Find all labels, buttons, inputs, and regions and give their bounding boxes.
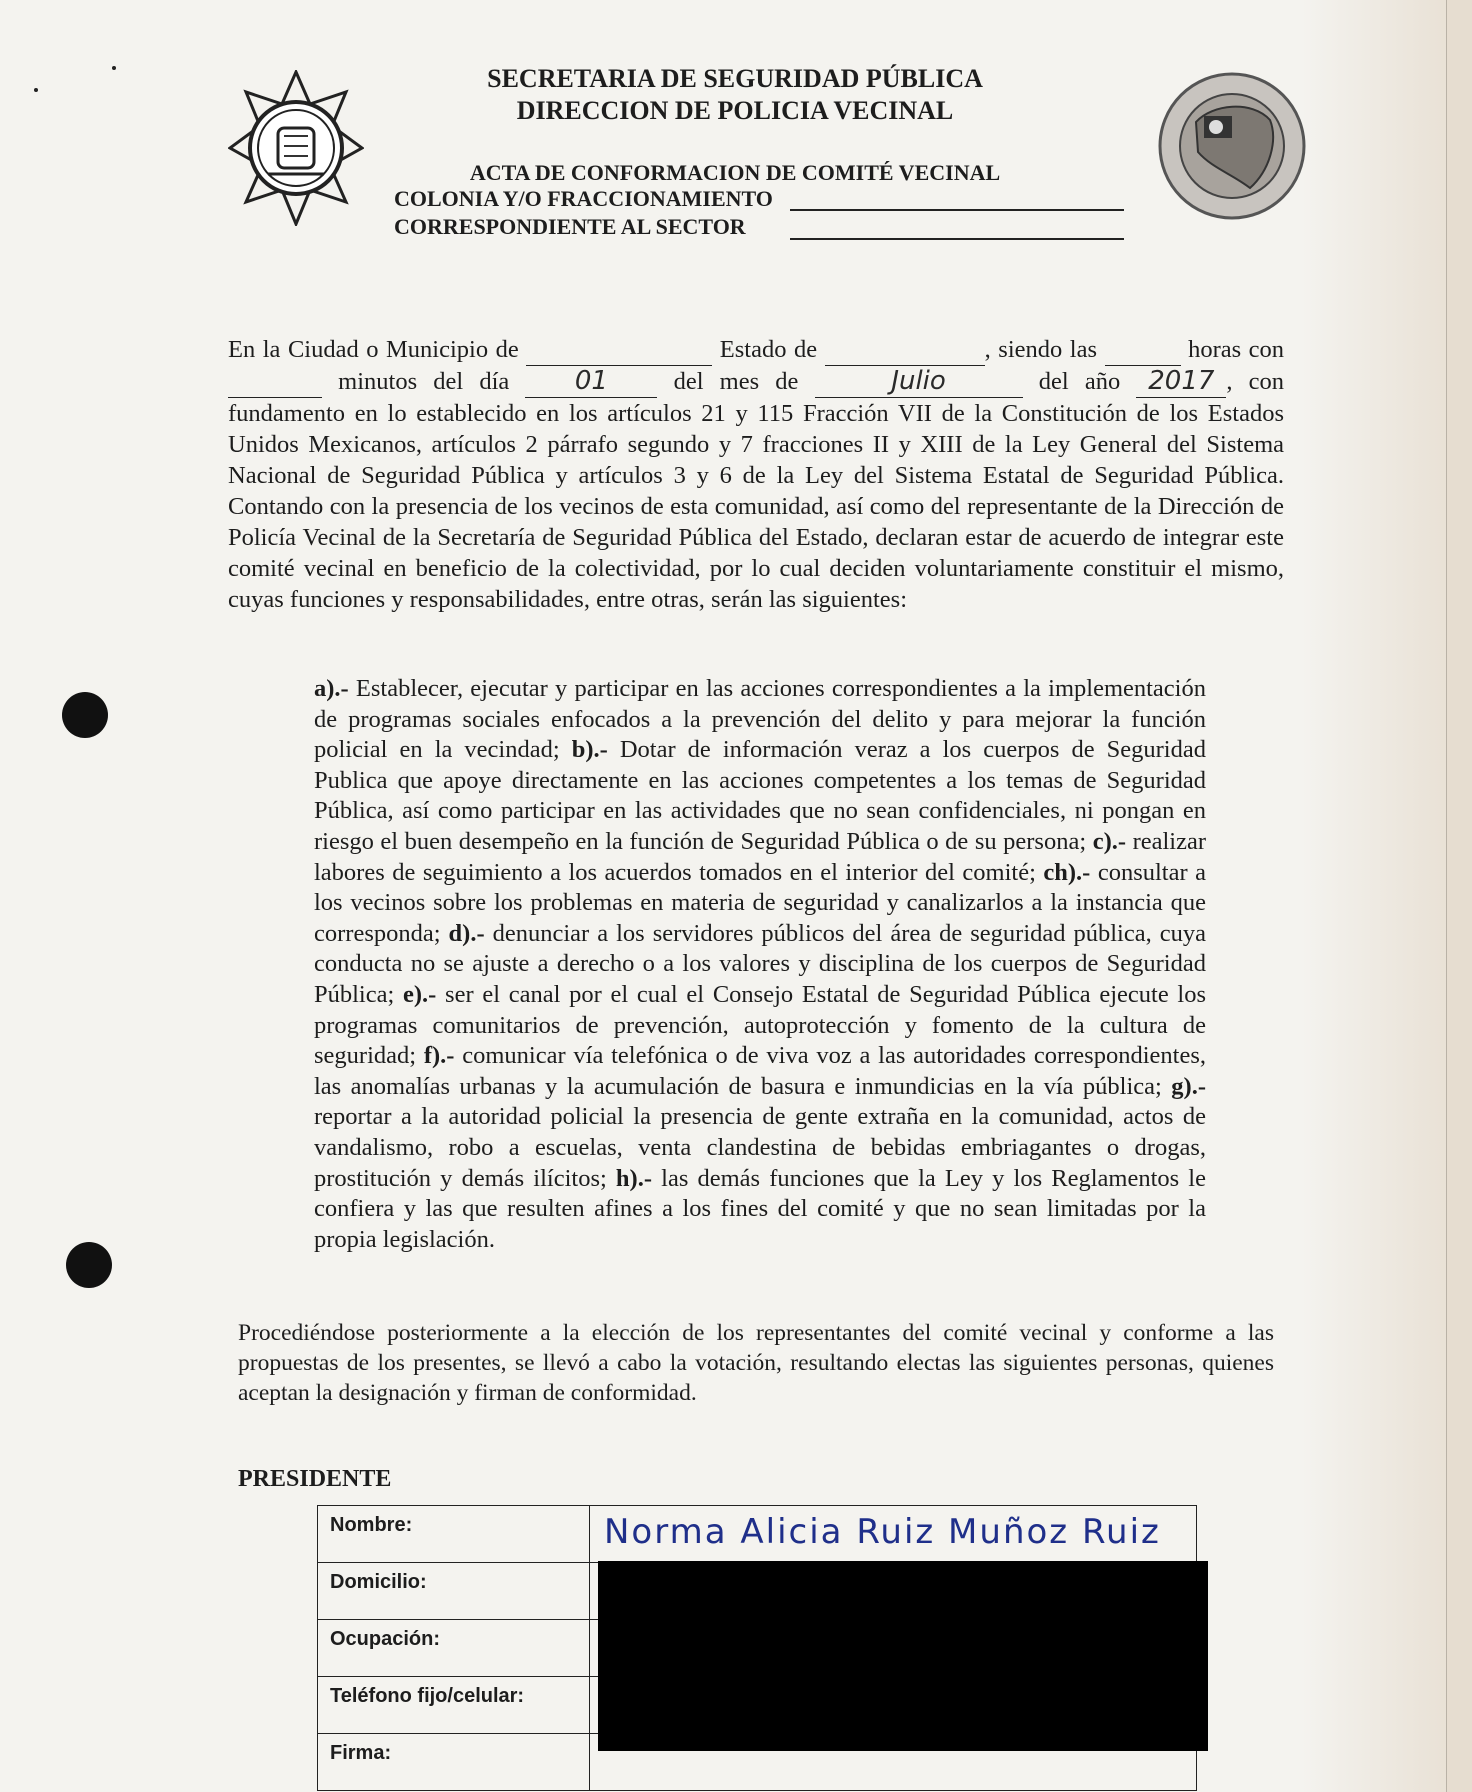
consejo-estatal-seal-logo (1152, 70, 1312, 222)
president-heading: PRESIDENTE (238, 1466, 392, 1492)
police-badge-logo (228, 70, 364, 226)
colonia-label: COLONIA Y/O FRACCIONAMIENTO (394, 186, 773, 211)
header-secretaria: SECRETARIA DE SEGURIDAD PÚBLICA (487, 64, 983, 93)
intro-text-3: , siendo las (984, 336, 1098, 363)
function-a-label: a).- (314, 675, 349, 702)
domicilio-label: Domicilio: (318, 1563, 590, 1620)
intro-text-8: , con fundamento en lo establecido en los artículos 21 y 115 Fracción VII de la Constitución de los Estados Unidos Mexicanos, artículos 2 párrafo segundo y 7 fracciones II y XIII de la Ley General del Sistema Nacional de Seguridad Pública y artículos 3 y 6 de la Ley del Sistema Estatal de Seguridad Pública. Contando con la presencia de los vecinos de esta comunidad, así como del representante de la Dirección de Policía Vecinal de la Secretaría de Seguridad Pública del Estado, declaran estar de acuerdo de integrar este comité vecinal en beneficio de la colectividad, por lo cual deciden voluntariamente constituir el mismo, cuyas funciones y responsabilidades, entre otras, serán las siguientes: (228, 368, 1285, 613)
function-e-text: ser el canal por el cual el Consejo Estatal de Seguridad Pública ejecute los programas comunitarios de prevención, autoprotección y fomento de la cultura de seguridad; (314, 980, 1206, 1070)
function-b-label: b).- (571, 736, 608, 764)
punch-hole-bottom (66, 1242, 112, 1288)
ocupacion-label: Ocupación: (318, 1620, 590, 1677)
closing-paragraph: Procediéndose posteriormente a la elección de los representantes del comité vecinal y conforme a las propuestas de los presentes, se llevó a cabo la votación, resultando electas las siguientes personas, quienes aceptan la designación y firman de conformidad. (238, 1320, 1274, 1406)
function-h-label: h).- (615, 1164, 652, 1192)
redaction-box (598, 1561, 1208, 1751)
header-direccion: DIRECCION DE POLICIA VECINAL (516, 96, 954, 125)
function-a-text: Establecer, ejecutar y participar en las acciones correspondientes a la implementación de programas sociales enfocados a la prevención del delito y para mejorar la función policial en la vecindad; (314, 675, 1206, 764)
colonia-field-line (790, 209, 1124, 211)
dia-blank (525, 366, 657, 398)
function-h-text: las demás funciones que la Ley y los Reglamentos le confiera y las que resulten afines a los fines del comité y que no sean limitadas por la propia legislación. (314, 1164, 1206, 1253)
anio-blank (1136, 366, 1226, 398)
punch-hole-top (62, 692, 108, 738)
header-acta-title: ACTA DE CONFORMACION DE COMITÉ VECINAL (469, 160, 1001, 185)
intro-text-7: del año (1038, 368, 1121, 395)
handwritten-month: Julio (891, 366, 946, 396)
firma-label: Firma: (318, 1734, 590, 1791)
intro-text-6: del mes de (673, 368, 799, 395)
function-c-text: realizar labores de seguimiento a los acuerdos tomados en el interior del comité; (314, 827, 1206, 886)
function-g-text: reportar a la autoridad policial la presencia de gente extraña en la comunidad, actos de vandalismo, robo a escuelas, venta clandestina de bebidas embriagantes o drogas, prostitución y demás ilícitos; (314, 1103, 1206, 1192)
function-ch-label: ch).- (1043, 858, 1091, 886)
function-ch-text: consultar a los vecinos sobre los problemas en materia de seguridad y canalizarlos a la instancia que corresponda; (314, 858, 1207, 947)
speck (112, 66, 116, 70)
intro-text-5: minutos del día (338, 368, 510, 395)
handwritten-day: 01 (574, 366, 608, 396)
function-f-text: comunicar vía telefónica o de viva voz a las autoridades correspondientes, las anomalías urbanas y la acumulación de basura e inmundicias en la vía pública; (314, 1042, 1206, 1100)
sector-label: CORRESPONDIENTE AL SECTOR (394, 214, 746, 239)
estado-blank (825, 334, 985, 366)
page-edge (1446, 0, 1472, 1792)
minutos-blank (228, 366, 322, 398)
intro-text-1: En la Ciudad o Municipio de (228, 336, 519, 363)
telefono-label: Teléfono fijo/celular: (318, 1677, 590, 1734)
function-d-text: denunciar a los servidores públicos del área de seguridad pública, cuya conducta no se ajuste a derecho o a los valores y disciplina de los cuerpos de Seguridad Pública; (314, 919, 1206, 1008)
function-b-text: Dotar de información veraz a los cuerpos de Seguridad Publica que apoye directamente en las acciones competentes a los temas de Seguridad Pública, así como participar en las actividades que no sean confidenciales, ni pongan en riesgo el buen desempeño en la función de Seguridad Pública o de su persona; (314, 736, 1206, 855)
function-e-label: e).- (403, 980, 437, 1008)
function-f-label: f).- (423, 1042, 455, 1070)
function-d-label: d).- (448, 919, 485, 947)
handwritten-year: 2017 (1148, 366, 1215, 396)
horas-blank (1105, 334, 1181, 366)
municipio-blank (526, 334, 712, 366)
table-row (318, 1506, 1197, 1563)
function-c-label: c).- (1092, 827, 1127, 855)
handwritten-name: Norma Alicia Ruiz Muñoz Ruiz (604, 1512, 1161, 1552)
functions-paragraph (314, 674, 1206, 1255)
intro-paragraph (228, 334, 1284, 615)
function-g-label: g).- (1171, 1072, 1206, 1100)
speck (34, 88, 38, 92)
nombre-value-cell (590, 1506, 1197, 1563)
nombre-label: Nombre: (318, 1506, 590, 1563)
sector-field-line (790, 238, 1124, 240)
intro-text-2: Estado de (719, 336, 818, 363)
mes-blank (815, 366, 1023, 398)
intro-text-4: horas con (1188, 336, 1285, 363)
